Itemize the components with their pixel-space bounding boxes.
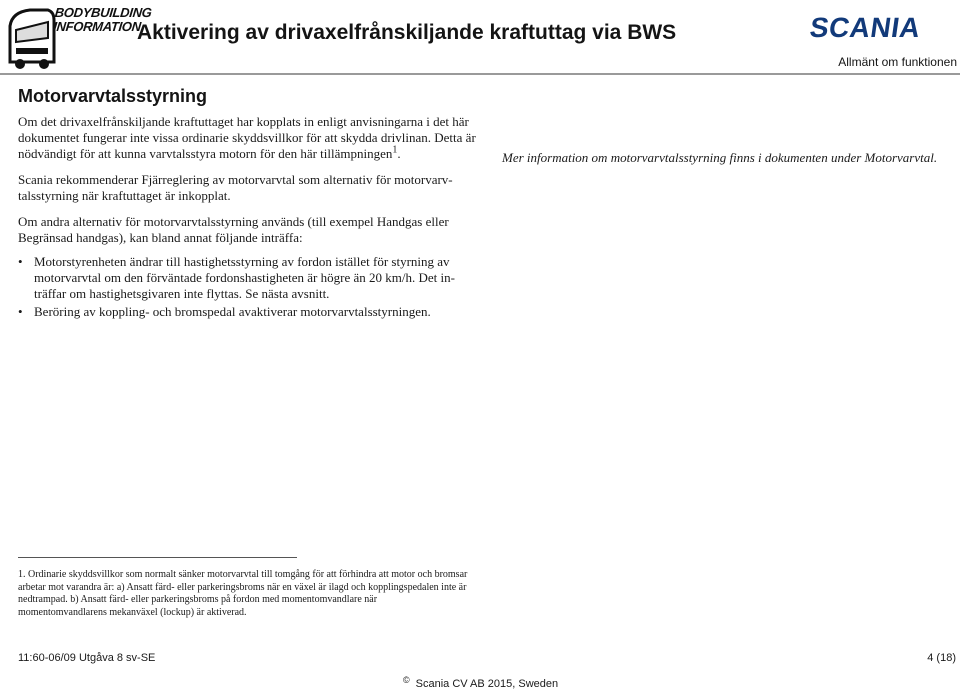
copyright-text: Scania CV AB 2015, Sweden — [415, 678, 559, 690]
footnote-reference[interactable]: 1 — [392, 144, 398, 156]
list-item: • Motorstyrenheten ändrar till hastighetsstyrning av fordon istället för styrning av motorvarvtal om den förväntade fordonshastigheten är högre än 20 km/h. Det in-träffar om hastighetsgivaren inte flyttas. Se nästa avsnitt. — [18, 254, 480, 302]
consequence-list — [18, 254, 480, 322]
header-divider — [0, 73, 960, 75]
document-subtitle: Allmänt om funktionen — [838, 55, 957, 69]
paragraph-alternatives: Om andra alternativ för motorvarvtalsstyrning används (till exempel Handgas eller Begränsad handgas), kan bland annat följande inträffa: — [18, 214, 449, 245]
footnote-divider — [18, 557, 297, 558]
paragraph-1-end: . — [397, 146, 401, 161]
paragraph-protection-conditions — [18, 114, 480, 162]
footnote-text: 1. Ordinarie skyddsvillkor som normalt sänker motorvarvtal till tomgång för att förhindra att motor och bromsar arbetar mot varandra är: a) Ansatt färd- eller parkeringsbroms när en växel är ilagd och kopplingspedalen inte är nedtrampad. b) Ansatt färd- eller parkeringsbroms på fordon med momentomvandlare när momentomvandlarens mekanväxel (lockup) är aktiverad. — [18, 569, 468, 618]
document-title: Aktivering av drivaxelfrånskiljande kraftuttag via BWS — [137, 21, 677, 44]
copyright — [403, 675, 558, 690]
logo-line-2: INFORMATION — [52, 19, 142, 34]
side-note: Mer information om motorvarvtalsstyrning finns i dokumenten under Motorvarvtal. — [502, 150, 938, 165]
bodybuilding-information-logo — [4, 2, 153, 72]
logo-line-1: BODYBUILDING — [54, 5, 153, 20]
paragraph-recommendation: Scania rekommenderar Fjärreglering av motorvarvtal som alternativ för motorvarv-talsstyrning när kraftuttaget är inkopplat. — [18, 172, 453, 203]
truck-icon — [4, 4, 56, 70]
copyright-symbol: © — [403, 675, 410, 685]
paragraph-1-text: Om det drivaxelfrånskiljande kraftuttaget har kopplats in enligt anvisningarna i det här dokumentet fungerar inte vissa ordinarie skyddsvillkor för att skydda drivlinan. Detta är nödvändigt för att kunna varvtalsstyra motorn för den här tillämpningen — [18, 114, 476, 161]
document-id: 11:60-06/09 Utgåva 8 sv-SE — [18, 652, 156, 664]
section-heading: Motorvarvtalsstyrning — [18, 86, 208, 106]
scania-logo: SCANIA — [807, 12, 923, 43]
page-number: 4 (18) — [927, 652, 956, 664]
list-item: • Beröring av koppling- och bromspedal avaktiverar motorvarvtalsstyrningen. — [18, 304, 480, 320]
